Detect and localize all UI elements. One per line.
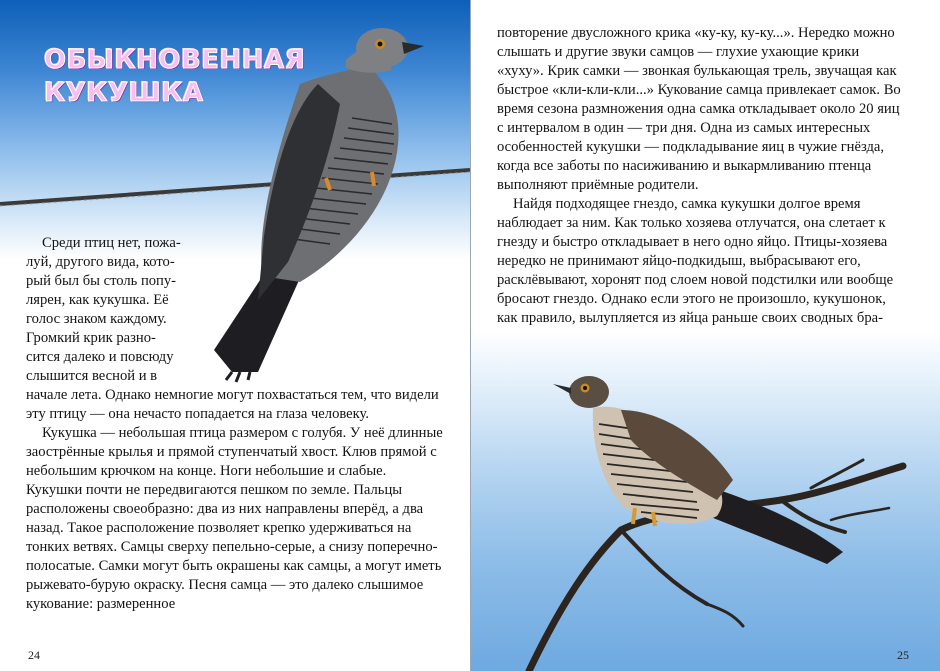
title-line-1: ОБЫКНОВЕННАЯ: [44, 45, 306, 75]
intro-line: Громкий крик разно-: [26, 330, 156, 346]
title-line-2: КУКУШКА: [44, 78, 204, 108]
page-number: 24: [28, 648, 40, 662]
right-page: [471, 0, 940, 671]
right-body: [497, 24, 907, 328]
intro-line: рый был бы столь попу-: [26, 273, 177, 289]
paragraph: начале лета. Однако немногие могут похвастаться тем, что видели эту птицу — она нечасто попадается на глаза человеку.: [26, 387, 439, 422]
left-body: [26, 386, 446, 614]
intro-line: голос знаком каждому.: [26, 311, 167, 327]
intro-line: луй, другого вида, кото-: [26, 254, 175, 270]
intro-line: сится далеко и повсюду: [26, 349, 174, 365]
intro-line: слышится весной и в: [26, 368, 158, 384]
intro-line: лярен, как кукушка. Её: [26, 292, 169, 308]
paragraph: Кукушка — небольшая птица размером с голубя. У неё длинные заострённые крылья и прямой ступенчатый хвост. Клюв прямой с небольшим крючком на конце. Ноги небольшие и слабые. Кукушки почти не передвигаются пешком по земле. Пальцы расположены своеобразно: два из них направлены вперёд, а два назад. Такое расположение позволяет крепко удерживаться на тонких ветвях. Самцы сверху пепельно-серые, а снизу поперечно-полосатые. Самки могут быть окрашены как самцы, а могут иметь рыжевато-бурую окраску. Песня самца — это далеко слышимое кукование: размеренное: [26, 425, 443, 612]
intro-line: Среди птиц нет, пожа-: [42, 235, 181, 251]
page-number: 25: [897, 648, 909, 662]
paragraph: повторение двусложного крика «ку-ку, ку-ку...». Нередко можно слышать и другие звуки самцов — глухие ухающие крики «хуху». Крик самки — звонкая булькающая трель, звучащая как быстрое «кли-кли-кли...» Кукование самца привлекает самок. Во время сезона размножения одна самка откладывает около 20 яиц с интервалом в один — три дня. Одна из самых интересных особенностей кукушки — подкладывание яиц в чужие гнёзда, когда все заботы по насиживанию и выкармливанию птенца выполняют приёмные родители.: [497, 25, 901, 193]
article-title: [44, 44, 305, 110]
paragraph: Найдя подходящее гнездо, самка кукушки долгое время наблюдает за ним. Как только хозяева отлучатся, она слетает к гнезду и быстро откладывает в него одно яйцо. Птицы-хозяева нередко не принимают яйцо-подкидыш, выбрасывают его, расклёвывают, хоронят под слоем новой подстилки или вообще бросают гнездо. Однако если этого не произошло, кукушонок, как правило, вылупляется из яйца раньше своих сводных бра-: [497, 196, 894, 326]
